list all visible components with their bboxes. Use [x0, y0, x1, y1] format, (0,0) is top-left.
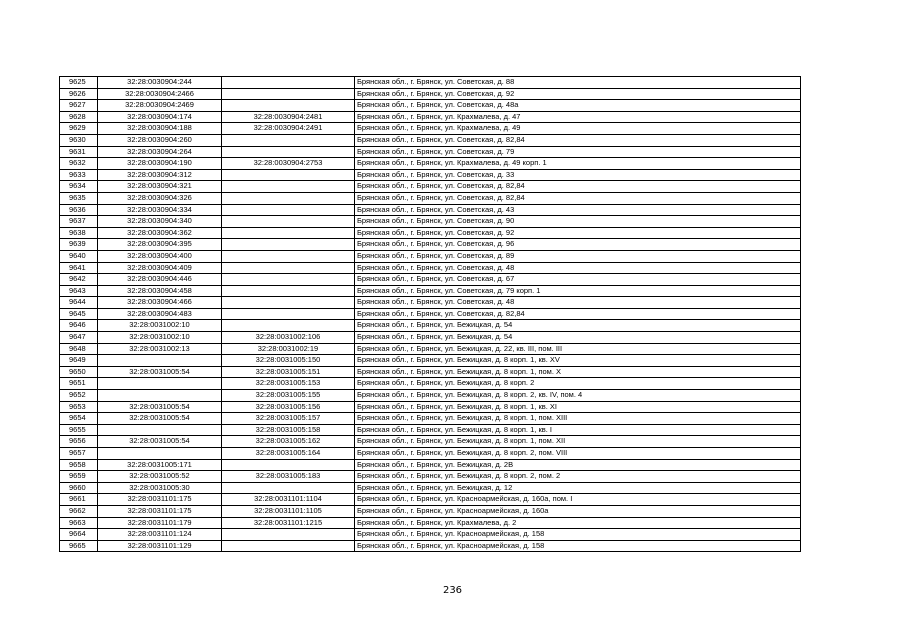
object-number-cell: 32:28:0030904:2753: [222, 158, 355, 170]
table-row: [60, 169, 801, 181]
cadastral-number-cell: 32:28:0031002:10: [98, 332, 222, 344]
cadastral-number-cell: 32:28:0030904:190: [98, 158, 222, 170]
object-number-cell: 32:28:0030904:2481: [222, 111, 355, 123]
table-row: [60, 401, 801, 413]
address-cell: Брянская обл., г. Брянск, ул. Крахмалева, д. 49: [355, 123, 801, 135]
cadastral-number-cell: [98, 390, 222, 402]
cadastral-number-cell: [98, 448, 222, 460]
object-number-cell: [222, 169, 355, 181]
object-number-cell: 32:28:0031005:150: [222, 355, 355, 367]
table-row: [60, 471, 801, 483]
object-number-cell: 32:28:0031005:183: [222, 471, 355, 483]
table-row: [60, 378, 801, 390]
row-number-cell: 9643: [60, 285, 98, 297]
row-number-cell: 9640: [60, 250, 98, 262]
table-row: [60, 123, 801, 135]
table-row: [60, 482, 801, 494]
table-row: [60, 424, 801, 436]
cadastral-number-cell: 32:28:0030904:395: [98, 239, 222, 251]
object-number-cell: [222, 285, 355, 297]
object-number-cell: 32:28:0031005:153: [222, 378, 355, 390]
object-number-cell: [222, 204, 355, 216]
row-number-cell: 9642: [60, 274, 98, 286]
row-number-cell: 9625: [60, 77, 98, 89]
row-number-cell: 9636: [60, 204, 98, 216]
object-number-cell: 32:28:0031005:158: [222, 424, 355, 436]
row-number-cell: 9649: [60, 355, 98, 367]
row-number-cell: 9656: [60, 436, 98, 448]
cadastral-number-cell: 32:28:0031101:129: [98, 540, 222, 552]
address-cell: Брянская обл., г. Брянск, ул. Советская, д. 67: [355, 274, 801, 286]
address-cell: Брянская обл., г. Брянск, ул. Красноармейская, д. 158: [355, 529, 801, 541]
row-number-cell: 9653: [60, 401, 98, 413]
row-number-cell: 9639: [60, 239, 98, 251]
cadastral-number-cell: 32:28:0031005:54: [98, 436, 222, 448]
page-number: 236: [442, 585, 463, 596]
object-number-cell: [222, 262, 355, 274]
table-row: [60, 77, 801, 89]
row-number-cell: 9663: [60, 517, 98, 529]
cadastral-number-cell: 32:28:0030904:334: [98, 204, 222, 216]
row-number-cell: 9646: [60, 320, 98, 332]
row-number-cell: 9634: [60, 181, 98, 193]
address-cell: Брянская обл., г. Брянск, ул. Советская, д. 89: [355, 250, 801, 262]
row-number-cell: 9660: [60, 482, 98, 494]
cadastral-number-cell: 32:28:0030904:362: [98, 227, 222, 239]
row-number-cell: 9631: [60, 146, 98, 158]
object-number-cell: 32:28:0030904:2491: [222, 123, 355, 135]
table-row: [60, 192, 801, 204]
object-number-cell: [222, 297, 355, 309]
address-cell: Брянская обл., г. Брянск, ул. Бежицкая, д. 22, кв. III, пом. III: [355, 343, 801, 355]
table-row: [60, 285, 801, 297]
address-cell: Брянская обл., г. Брянск, ул. Бежицкая, д. 2В: [355, 459, 801, 471]
object-number-cell: 32:28:0031101:1104: [222, 494, 355, 506]
address-cell: Брянская обл., г. Брянск, ул. Бежицкая, д. 54: [355, 332, 801, 344]
object-number-cell: [222, 529, 355, 541]
object-number-cell: [222, 320, 355, 332]
row-number-cell: 9628: [60, 111, 98, 123]
object-number-cell: [222, 540, 355, 552]
row-number-cell: 9641: [60, 262, 98, 274]
address-cell: Брянская обл., г. Брянск, ул. Бежицкая, д. 8 корп. 1, пом. XII: [355, 436, 801, 448]
table-row: [60, 134, 801, 146]
row-number-cell: 9647: [60, 332, 98, 344]
table-row: [60, 436, 801, 448]
cadastral-number-cell: 32:28:0031005:54: [98, 401, 222, 413]
row-number-cell: 9652: [60, 390, 98, 402]
table-row: [60, 146, 801, 158]
address-cell: Брянская обл., г. Брянск, ул. Советская, д. 82,84: [355, 308, 801, 320]
table-row: [60, 111, 801, 123]
object-number-cell: [222, 239, 355, 251]
object-number-cell: [222, 146, 355, 158]
cadastral-number-cell: [98, 355, 222, 367]
cadastral-number-cell: 32:28:0031101:175: [98, 494, 222, 506]
object-number-cell: [222, 181, 355, 193]
table-row: [60, 390, 801, 402]
address-cell: Брянская обл., г. Брянск, ул. Советская, д. 33: [355, 169, 801, 181]
address-cell: Брянская обл., г. Брянск, ул. Советская, д. 82,84: [355, 134, 801, 146]
address-cell: Брянская обл., г. Брянск, ул. Советская, д. 82,84: [355, 192, 801, 204]
cadastral-number-cell: 32:28:0030904:260: [98, 134, 222, 146]
address-cell: Брянская обл., г. Брянск, ул. Бежицкая, д. 8 корп. 1, пом. X: [355, 366, 801, 378]
cadastral-number-cell: 32:28:0030904:174: [98, 111, 222, 123]
address-cell: Брянская обл., г. Брянск, ул. Красноармейская, д. 158: [355, 540, 801, 552]
table-row: [60, 413, 801, 425]
row-number-cell: 9635: [60, 192, 98, 204]
cadastral-number-cell: 32:28:0030904:446: [98, 274, 222, 286]
object-number-cell: [222, 274, 355, 286]
table-row: [60, 343, 801, 355]
table-row: [60, 320, 801, 332]
cadastral-number-cell: [98, 378, 222, 390]
address-cell: Брянская обл., г. Брянск, ул. Красноармейская, д. 160а, пом. I: [355, 494, 801, 506]
table-row: [60, 297, 801, 309]
cadastral-number-cell: 32:28:0031005:171: [98, 459, 222, 471]
address-cell: Брянская обл., г. Брянск, ул. Бежицкая, д. 8 корп. 2: [355, 378, 801, 390]
address-cell: Брянская обл., г. Брянск, ул. Бежицкая, д. 54: [355, 320, 801, 332]
row-number-cell: 9659: [60, 471, 98, 483]
object-number-cell: 32:28:0031005:156: [222, 401, 355, 413]
object-number-cell: [222, 192, 355, 204]
address-cell: Брянская обл., г. Брянск, ул. Крахмалева, д. 47: [355, 111, 801, 123]
object-number-cell: 32:28:0031005:157: [222, 413, 355, 425]
table-row: [60, 505, 801, 517]
row-number-cell: 9654: [60, 413, 98, 425]
row-number-cell: 9648: [60, 343, 98, 355]
row-number-cell: 9632: [60, 158, 98, 170]
object-number-cell: [222, 216, 355, 228]
table-row: [60, 355, 801, 367]
row-number-cell: 9651: [60, 378, 98, 390]
table-row: [60, 158, 801, 170]
row-number-cell: 9661: [60, 494, 98, 506]
row-number-cell: 9629: [60, 123, 98, 135]
row-number-cell: 9638: [60, 227, 98, 239]
table-row: [60, 204, 801, 216]
table-row: [60, 540, 801, 552]
row-number-cell: 9633: [60, 169, 98, 181]
address-cell: Брянская обл., г. Брянск, ул. Советская, д. 92: [355, 227, 801, 239]
object-number-cell: 32:28:0031005:151: [222, 366, 355, 378]
registry-table: [59, 76, 801, 552]
object-number-cell: 32:28:0031101:1105: [222, 505, 355, 517]
table-row: [60, 100, 801, 112]
cadastral-number-cell: [98, 424, 222, 436]
object-number-cell: [222, 250, 355, 262]
cadastral-number-cell: 32:28:0030904:312: [98, 169, 222, 181]
cadastral-number-cell: 32:28:0030904:483: [98, 308, 222, 320]
row-number-cell: 9637: [60, 216, 98, 228]
cadastral-number-cell: 32:28:0031002:10: [98, 320, 222, 332]
address-cell: Брянская обл., г. Брянск, ул. Бежицкая, д. 8 корп. 2, пом. VIII: [355, 448, 801, 460]
address-cell: Брянская обл., г. Брянск, ул. Крахмалева, д. 2: [355, 517, 801, 529]
row-number-cell: 9650: [60, 366, 98, 378]
address-cell: Брянская обл., г. Брянск, ул. Бежицкая, д. 8 корп. 1, кв. I: [355, 424, 801, 436]
address-cell: Брянская обл., г. Брянск, ул. Советская, д. 48: [355, 297, 801, 309]
address-cell: Брянская обл., г. Брянск, ул. Бежицкая, д. 8 корп. 1, кв. XI: [355, 401, 801, 413]
row-number-cell: 9627: [60, 100, 98, 112]
table-row: [60, 332, 801, 344]
object-number-cell: 32:28:0031002:19: [222, 343, 355, 355]
address-cell: Брянская обл., г. Брянск, ул. Бежицкая, д. 8 корп. 2, пом. 2: [355, 471, 801, 483]
address-cell: Брянская обл., г. Брянск, ул. Советская, д. 96: [355, 239, 801, 251]
address-cell: Брянская обл., г. Брянск, ул. Советская, д. 48а: [355, 100, 801, 112]
row-number-cell: 9645: [60, 308, 98, 320]
object-number-cell: 32:28:0031005:162: [222, 436, 355, 448]
table-row: [60, 529, 801, 541]
address-cell: Брянская обл., г. Брянск, ул. Бежицкая, д. 8 корп. 2, кв. IV, пом. 4: [355, 390, 801, 402]
table-row: [60, 274, 801, 286]
row-number-cell: 9630: [60, 134, 98, 146]
address-cell: Брянская обл., г. Брянск, ул. Бежицкая, д. 12: [355, 482, 801, 494]
address-cell: Брянская обл., г. Брянск, ул. Советская, д. 88: [355, 77, 801, 89]
address-cell: Брянская обл., г. Брянск, ул. Красноармейская, д. 160а: [355, 505, 801, 517]
cadastral-number-cell: 32:28:0030904:244: [98, 77, 222, 89]
cadastral-number-cell: 32:28:0031005:30: [98, 482, 222, 494]
object-number-cell: [222, 482, 355, 494]
address-cell: Брянская обл., г. Брянск, ул. Советская, д. 92: [355, 88, 801, 100]
address-cell: Брянская обл., г. Брянск, ул. Советская, д. 48: [355, 262, 801, 274]
table-row: [60, 250, 801, 262]
cadastral-number-cell: 32:28:0031101:124: [98, 529, 222, 541]
object-number-cell: [222, 308, 355, 320]
cadastral-number-cell: 32:28:0031005:52: [98, 471, 222, 483]
object-number-cell: [222, 88, 355, 100]
object-number-cell: [222, 100, 355, 112]
cadastral-number-cell: 32:28:0031101:179: [98, 517, 222, 529]
address-cell: Брянская обл., г. Брянск, ул. Советская, д. 90: [355, 216, 801, 228]
cadastral-number-cell: 32:28:0031101:175: [98, 505, 222, 517]
cadastral-number-cell: 32:28:0030904:326: [98, 192, 222, 204]
object-number-cell: [222, 459, 355, 471]
table-row: [60, 262, 801, 274]
cadastral-number-cell: 32:28:0031005:54: [98, 413, 222, 425]
table-row: [60, 308, 801, 320]
table-row: [60, 88, 801, 100]
row-number-cell: 9658: [60, 459, 98, 471]
row-number-cell: 9655: [60, 424, 98, 436]
cadastral-number-cell: 32:28:0030904:188: [98, 123, 222, 135]
address-cell: Брянская обл., г. Брянск, ул. Советская, д. 43: [355, 204, 801, 216]
cadastral-number-cell: 32:28:0030904:2466: [98, 88, 222, 100]
cadastral-number-cell: 32:28:0030904:409: [98, 262, 222, 274]
row-number-cell: 9662: [60, 505, 98, 517]
object-number-cell: 32:28:0031101:1215: [222, 517, 355, 529]
object-number-cell: 32:28:0031005:155: [222, 390, 355, 402]
row-number-cell: 9664: [60, 529, 98, 541]
cadastral-number-cell: 32:28:0030904:458: [98, 285, 222, 297]
object-number-cell: 32:28:0031002:106: [222, 332, 355, 344]
address-cell: Брянская обл., г. Брянск, ул. Советская, д. 79: [355, 146, 801, 158]
object-number-cell: 32:28:0031005:164: [222, 448, 355, 460]
address-cell: Брянская обл., г. Брянск, ул. Бежицкая, д. 8 корп. 1, пом. XIII: [355, 413, 801, 425]
object-number-cell: [222, 77, 355, 89]
table-row: [60, 227, 801, 239]
cadastral-number-cell: 32:28:0030904:466: [98, 297, 222, 309]
object-number-cell: [222, 134, 355, 146]
cadastral-number-cell: 32:28:0030904:264: [98, 146, 222, 158]
table-row: [60, 494, 801, 506]
cadastral-number-cell: 32:28:0031005:54: [98, 366, 222, 378]
table-row: [60, 517, 801, 529]
table-row: [60, 448, 801, 460]
cadastral-number-cell: 32:28:0030904:2469: [98, 100, 222, 112]
row-number-cell: 9644: [60, 297, 98, 309]
cadastral-number-cell: 32:28:0030904:400: [98, 250, 222, 262]
row-number-cell: 9665: [60, 540, 98, 552]
registry-table-body: [60, 77, 801, 552]
table-row: [60, 239, 801, 251]
table-row: [60, 216, 801, 228]
row-number-cell: 9626: [60, 88, 98, 100]
row-number-cell: 9657: [60, 448, 98, 460]
cadastral-number-cell: 32:28:0030904:340: [98, 216, 222, 228]
table-row: [60, 366, 801, 378]
address-cell: Брянская обл., г. Брянск, ул. Крахмалева, д. 49 корп. 1: [355, 158, 801, 170]
address-cell: Брянская обл., г. Брянск, ул. Советская, д. 79 корп. 1: [355, 285, 801, 297]
cadastral-number-cell: 32:28:0030904:321: [98, 181, 222, 193]
address-cell: Брянская обл., г. Брянск, ул. Советская, д. 82,84: [355, 181, 801, 193]
address-cell: Брянская обл., г. Брянск, ул. Бежицкая, д. 8 корп. 1, кв. XV: [355, 355, 801, 367]
object-number-cell: [222, 227, 355, 239]
table-row: [60, 459, 801, 471]
cadastral-number-cell: 32:28:0031002:13: [98, 343, 222, 355]
table-row: [60, 181, 801, 193]
